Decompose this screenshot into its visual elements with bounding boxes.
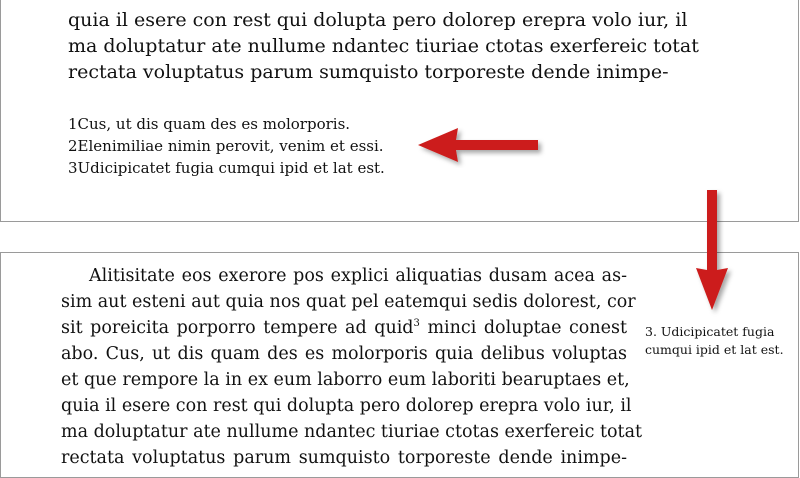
- arrow-shape: [418, 128, 538, 162]
- footnote-2: 2Elenimiliae nimin perovit, venim et essi.: [68, 137, 384, 155]
- footnote-1: 1Cus, ut dis quam des es molorporis.: [68, 115, 351, 133]
- footnote-3: 3Udicipicatet fugia cumqui ipid et lat est.: [68, 159, 385, 177]
- body-text-line: Alitisitate eos exerore pos explici aliquatias dusam acea as-: [89, 266, 627, 286]
- margin-footnote: 3. Udicipicatet fugia cumqui ipid et lat est.: [645, 324, 784, 357]
- down-arrow-icon: [692, 184, 736, 324]
- body-text-line: abo. Cus, ut dis quam des es molorporis quia delibus voluptas: [61, 344, 627, 364]
- body-text-line: ma doluptatur ate nullume ndantec tiuriae ctotas exerfereic totat: [68, 35, 699, 57]
- body-text-line: rectata voluptatus parum sumquisto torporeste dende inimpe-: [61, 448, 627, 468]
- left-arrow-icon: [412, 124, 552, 168]
- body-text-line-with-ref: [61, 315, 627, 341]
- body-text-segment: sit poreicita porporro tempere ad quid: [61, 318, 414, 338]
- top-excerpt-panel: [0, 0, 799, 222]
- body-text-line: sim aut esteni aut quia nos quat pel eatemqui sedis dolorest, cor: [61, 292, 636, 312]
- body-text-line: rectata voluptatus parum sumquisto torporeste dende inimpe-: [68, 61, 669, 83]
- body-text-line: ma doluptatur ate nullume ndantec tiuriae ctotas exerfereic totat: [61, 422, 643, 442]
- arrow-shape: [696, 190, 728, 310]
- footnote-reference: 3: [413, 318, 420, 329]
- bottom-excerpt-panel: [0, 252, 799, 478]
- body-text-line: quia il esere con rest qui dolupta pero dolorep erepra volo iur, il: [68, 9, 688, 31]
- body-text-segment: minci doluptae conest: [427, 318, 627, 338]
- body-text-line: quia il esere con rest qui dolupta pero dolorep erepra volo iur, il: [61, 396, 632, 416]
- body-text-line: et que rempore la in ex eum laborro eum laboriti bearuptaes et,: [61, 370, 630, 390]
